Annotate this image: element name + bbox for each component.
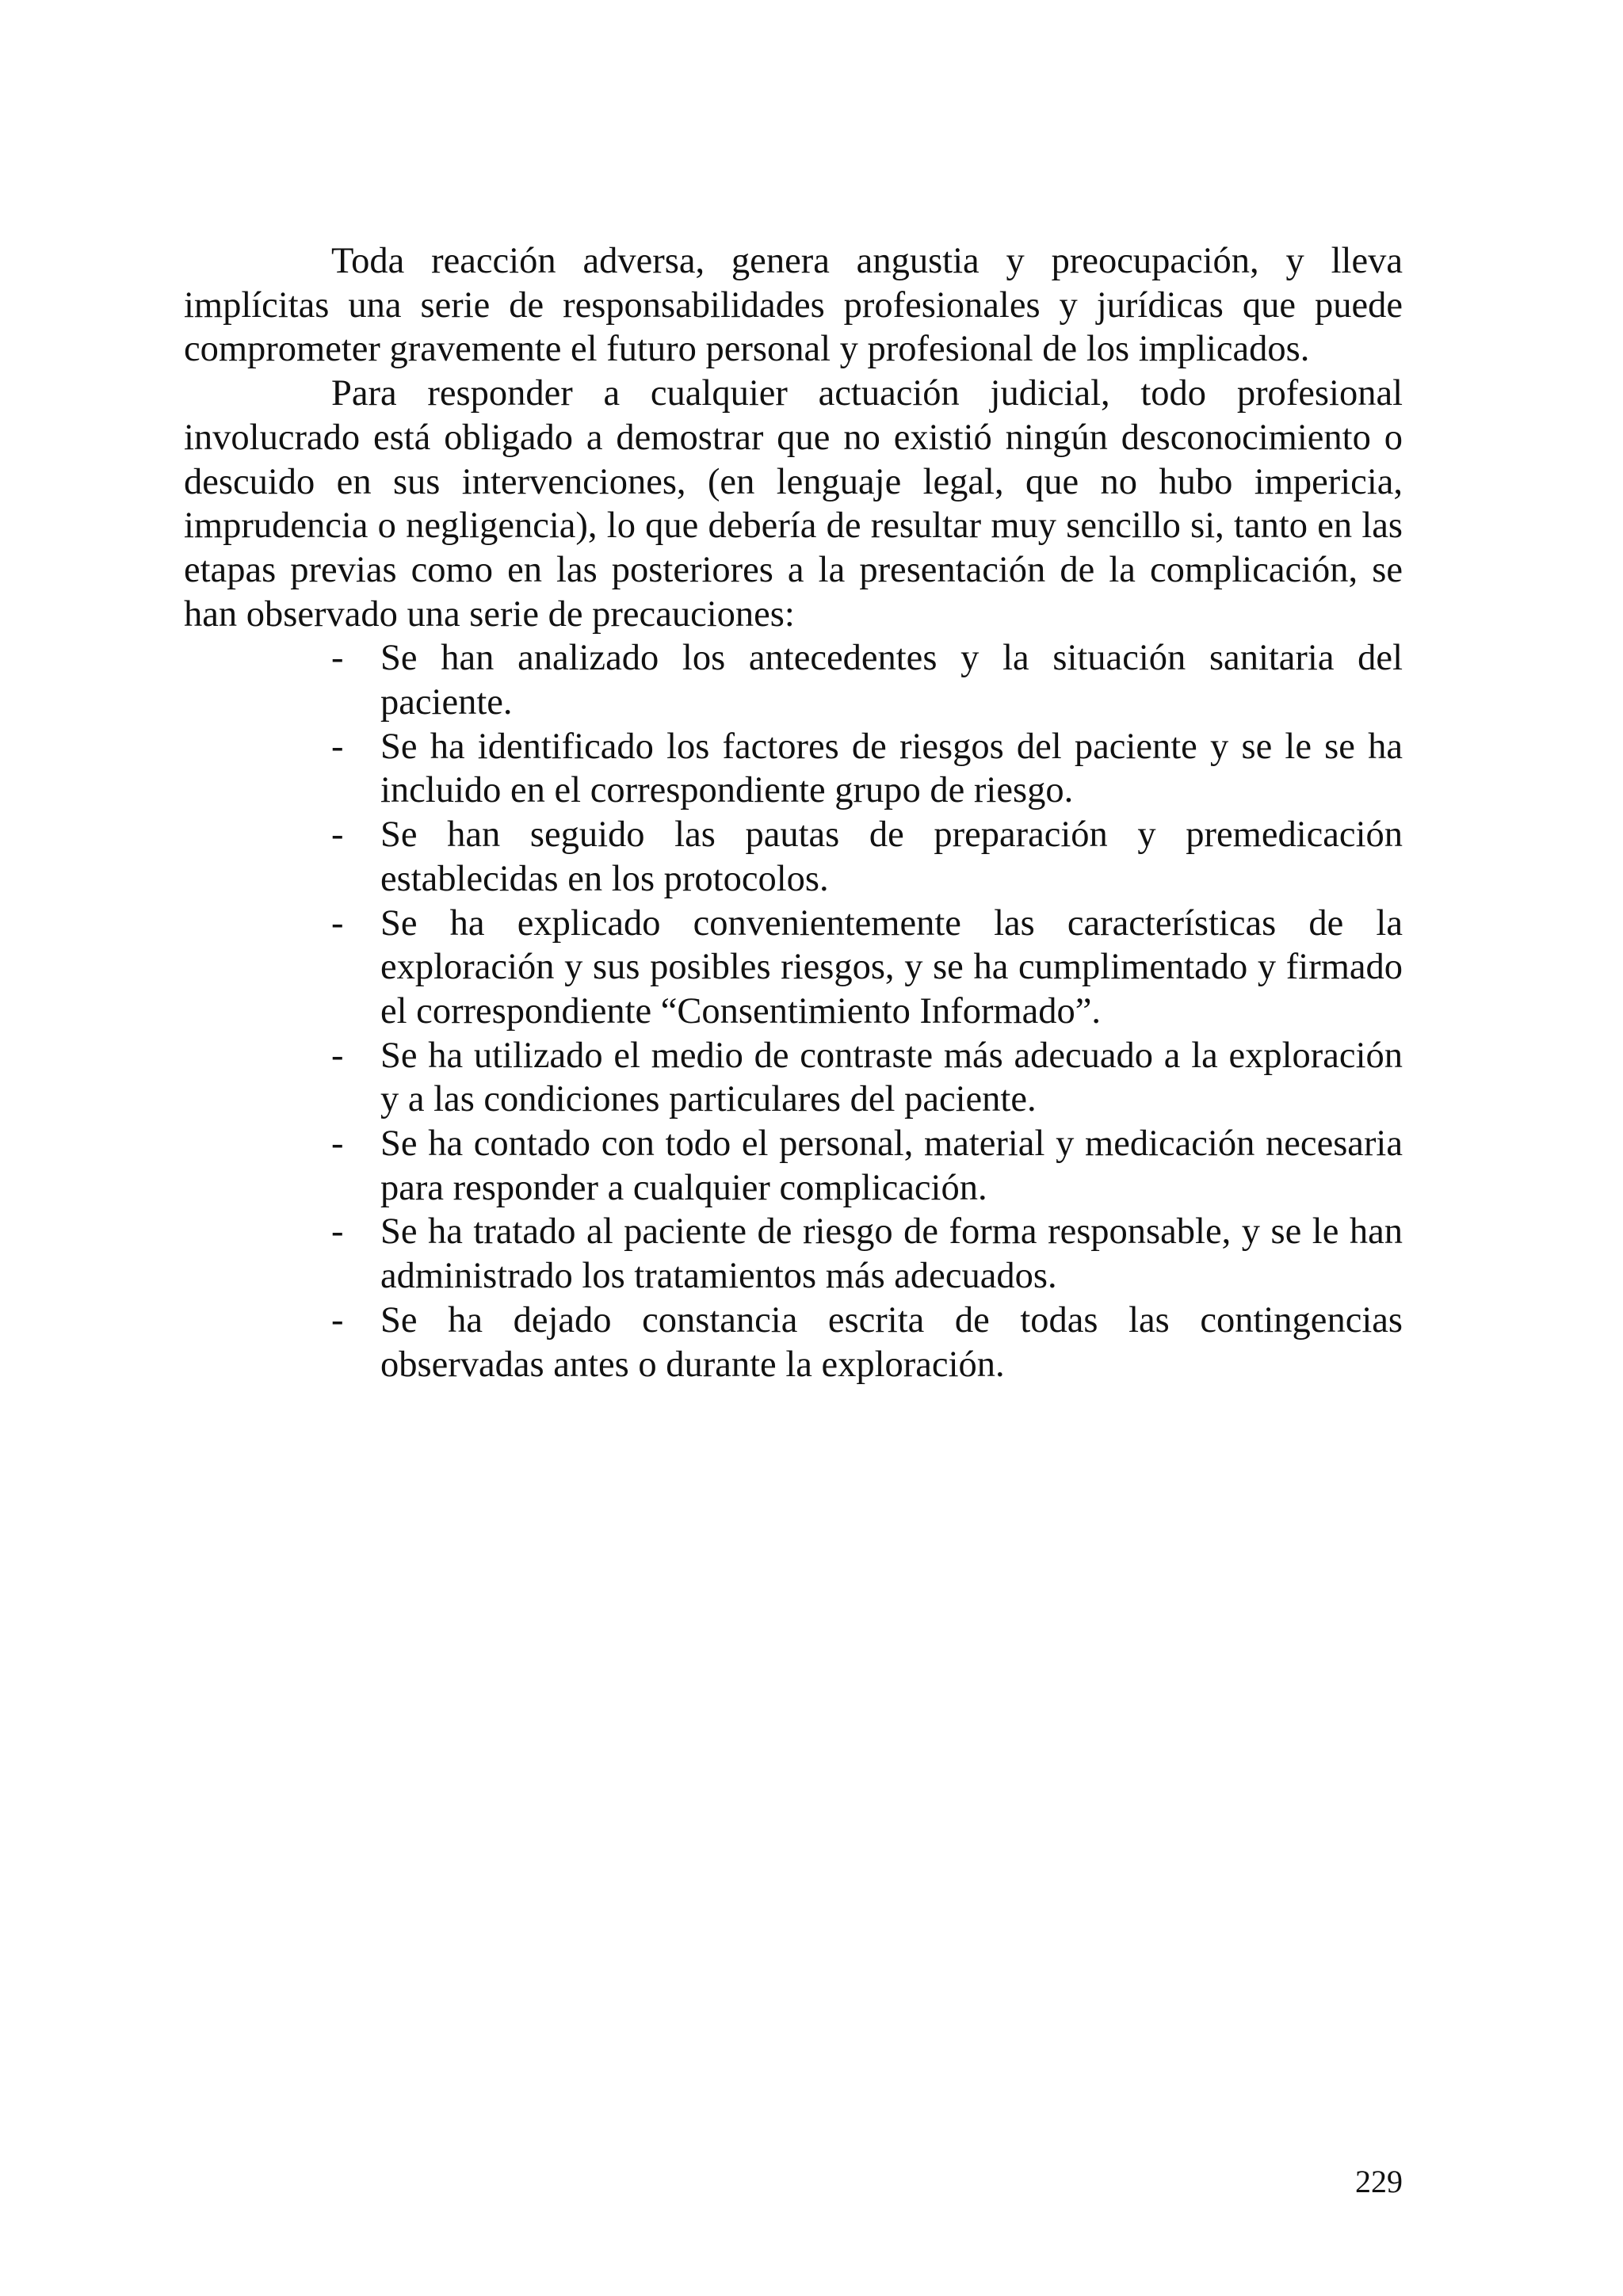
list-item: [184, 1299, 1403, 1386]
list-item-text: Se ha dejado constancia escrita de todas las contingencias observadas antes o durante la exploración.: [380, 1299, 1403, 1385]
list-item: [184, 902, 1403, 1034]
bullet-dash: -: [331, 726, 344, 767]
list-item-text: Se ha explicado convenientemente las características de la exploración y sus posibles riesgos, y se ha cumplimentado y firmado el correspondiente “Consentimiento Informado”.: [380, 902, 1403, 1032]
list-item: [184, 636, 1403, 724]
list-item-text: Se ha utilizado el medio de contraste más adecuado a la exploración y a las condiciones particulares del paciente.: [380, 1035, 1403, 1120]
list-item: [184, 1122, 1403, 1210]
page-number: 229: [1355, 2164, 1403, 2199]
list-item: [184, 725, 1403, 813]
precautions-list: [184, 636, 1403, 1386]
paragraph-adverse-reaction: Toda reacción adversa, genera angustia y preocupación, y lleva implícitas una serie de responsabilidades profesionales y jurídicas que puede comprometer gravemente el futuro personal y profesional de los implicados.: [184, 241, 1403, 370]
bullet-dash: -: [331, 638, 344, 679]
list-item-text: Se ha contado con todo el personal, material y medicación necesaria para responder a cualquier complicación.: [380, 1123, 1403, 1208]
bullet-dash: -: [331, 1123, 344, 1165]
bullet-dash: -: [331, 1211, 344, 1253]
bullet-dash: -: [331, 902, 344, 944]
bullet-dash: -: [331, 814, 344, 856]
paragraph-judicial-action: Para responder a cualquier actuación judicial, todo profesional involucrado está obligado a demostrar que no existió ningún desconocimiento o descuido en sus intervenciones, (en lenguaje legal, que no hubo impericia, imprudencia o negligencia), lo que debería de resultar muy sencillo si, tanto en las etapas previas como en las posteriores a la presentación de la complicación, se han observado una serie de precauciones:: [184, 373, 1403, 635]
list-item-text: Se han seguido las pautas de preparación y premedicación establecidas en los protocolos.: [380, 814, 1403, 899]
list-item-text: Se han analizado los antecedentes y la situación sanitaria del paciente.: [380, 638, 1403, 723]
bullet-dash: -: [331, 1299, 344, 1341]
list-item-text: Se ha identificado los factores de riesgos del paciente y se le se ha incluido en el correspondiente grupo de riesgo.: [380, 726, 1403, 811]
list-item: [184, 813, 1403, 901]
bullet-dash: -: [331, 1035, 344, 1076]
list-item: [184, 1034, 1403, 1122]
list-item: [184, 1210, 1403, 1298]
page-body: [184, 239, 1403, 1386]
list-item-text: Se ha tratado al paciente de riesgo de forma responsable, y se le han administrado los tratamientos más adecuados.: [380, 1211, 1403, 1297]
